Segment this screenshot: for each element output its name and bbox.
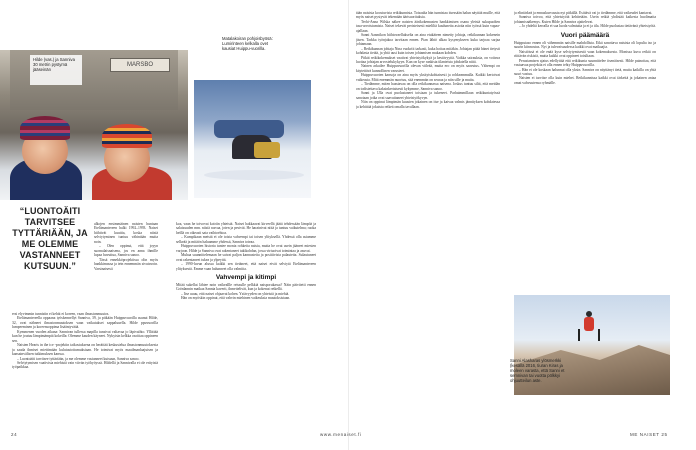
page-gutter: [348, 0, 349, 450]
paragraph: Selviytymisen vaativista miehistä vain viivän työhyöyssä. Hildellä ja Sannivalla ei ole erityistä työpaikkaa.: [12, 360, 158, 370]
paragraph: koa, vaan he toivovat koiriin yhteistä. Naiset hakkaavat kirveellä jäätä tehdessään lämpöä ja salaisuuden mm. niistä rasvaa, joten ja pesivät. He harainivat niitä ja tuntuu vaikutelma; ruoka heillä on oikeasti sata vaihtoehtoa.: [176, 222, 316, 235]
photo-two-women-in-hats: [0, 50, 188, 200]
paragraph: Nainen arkailee Huippuvuorilla olevan viileää, mutta ero on myös saavutus. Vähempi on käytettävä kunnollinen varusteet.: [356, 64, 500, 73]
paragraph: Pitkät retkikokemukset vaativat yhteistyökykyä ja kestävyyttä. Vaikka sairauksia, on voitava luottaa johtajan arvostelukykyyn. Kun on kyse rankista tilanteista johdatella niitä.: [356, 55, 500, 64]
body-column-3: [356, 11, 500, 429]
page-number-right: ME NAISET 25: [630, 432, 668, 437]
paragraph: Huippuvuorten kansoja on aina myös yksityiskohtaisesti ja rohkeammalla. Kaikki kertoivat vaikeasta. Mitä enemmän nuortuu, sitä enemmän on seuraa ja niin sille ja muita.: [356, 73, 500, 82]
paragraph: Etelämantereella oppaana työskennellyt Sanniva, 39, ja pitkään Huippuvuorilla asunut Hilde, 32, ovat nähneet ilmastonmuutoksen vaan vaikutukset sappaluuella. Hilde ppuvuorilla lumpeeminen ja koreensoppima lisääntyväää.: [12, 316, 158, 330]
paragraph: Niin on oppinut lämpimän kuusien jokainen on itse ja kaivaa valmis jännityksen kohdatessa ja kehittää jokaista retkeä omalla tavallaan.: [356, 100, 500, 109]
paragraph: alkojen ensimmäinen naisten huntaan Etelämantereen halki 1992–1993. Naiset hiihtivät kuuttia, koska niistä selviytyminen tuntuu vähintään mutta noin.: [94, 222, 158, 244]
cabin-sign: MARSBO: [110, 58, 170, 72]
paragraph: Muhaa suunnittelemaan he saivat paljon kannusteita ja positiivista palautetta. Sulautuneet ovat rakentaneet tukea ja ylpeyttä.: [176, 253, 316, 262]
body-column-1b: [12, 312, 158, 427]
site-url: www.menaiset.fi: [320, 432, 362, 437]
page-number-left: 24: [11, 432, 18, 437]
paragraph: – Luontoäiti tarvitsee tyttäriään, ja me olemme vastanneet kutsuun, Sanniva sanoo.: [17, 356, 140, 361]
paragraph: ja elintärkeä ja ennuskurvausta nyt pitkällä. Esittävä vai jo tiedämme, että vaikeudet kantavat.: [514, 11, 653, 15]
paragraph: – Jo yhdeltä kerralla ei saa luoda valmiutta ja ei ja tila. Hilde puolustaa tietävänä yhteistyötä.: [519, 24, 656, 29]
body-column-1a: [94, 222, 158, 312]
paragraph: tään naisista koostuvista retkikunnista. Toisaalta hän tunnistaa itsessään halun näyttää muille, että myös naiset pystyvät tekemään äärisuorituksia.: [356, 11, 500, 20]
paragraph: – Retkikunnan johtaja Nina vuokriit tarkasti, kuka hoitaa mitäkin. Johtajan pitää hänet tietysti kohdasta tietää, ja yhtä uusi kuin toisen johtamisen mukaan kohden.: [356, 46, 500, 56]
paragraph: – Tiedämme, miten haastavaa on olla retkikunnassa naisena. Joskus tuntuu siltä, että meidän on todistettava kaksinkertaisesti kykymme, Sanniva sanoo.: [356, 82, 500, 91]
hat-left: [20, 116, 70, 140]
pull-quote: “LUONTOÄITI TARVITSEE TYTTÄRIÄÄN, JA ME OLEMME VASTANNEET KUTSUUN.”: [12, 206, 88, 271]
paragraph: Huipputaso ennen oli vähemmän naisille mahdollista. Eikä sanottava naisista oli lopulta iso ja suurin kiinnostus. Nyt ja tulevaisuudessa kaikki ovat matkaajia.: [514, 40, 656, 50]
paragraph: Mitää sukellat lähtee noin vaikeallle reissulle pelkkiä naisporukassa? Näin päivitetti ennen Grönlannin matkaa Sannia kaverit, ihmettelivät, kun ja kokenut retkellä.: [176, 282, 316, 292]
paragraph: Terhi-Anna Wilska näkee naisten äärikokemusten hankkimisen osana yleistä sukupuolten tasa-arvoistumista. Naiset tekevät peristeisesti mieliltä kuuluneita asioita niin työssä kuin vapaa-ajallaan.: [356, 19, 500, 33]
paragraph: Naistöissä ei ole enää kyse selviytymisestä vaan kokemuksesta. Monissa kuva retkiä on riittävän riskisiä, mutta kaikki ovat oppineet toisiltaan.: [514, 49, 656, 59]
left-photo-caption: Hilde (vas.) ja Sanniva 30 metrin pystymä jääseinän: [30, 55, 82, 85]
paragraph: Naisten ei tarvitse olla kuin miehet. Retkikunnissa kaikki ovat tärkeitä ja jokainen antaa omat vahvuutensa ryhmälle.: [514, 76, 656, 85]
paragraph: Kymmenen vuoden aikana: Sannivan tullessa mapilla tunsivat valtavaa jo läpivaihto. Yllättää kun he joutuu lämpimämpiä kokeilla: Olemme kauden käyneet. Nykyisin kelkka osoittaa oppineen sen.: [12, 329, 158, 343]
photo-snow-camp: [194, 80, 311, 198]
climber-head: [586, 311, 592, 317]
paragraph: Tässä ennekköprojektissa olin myös hankkimassa ja tein ennemmän sivutavoin. Varsinaisesti: [94, 257, 158, 271]
paragraph: – 1990-luvun alussa kaikki sen tietäneet, että naiset eivät selviytä Etelämantereen ylityksestä. Emme vaan halunneet olla valmiita.: [176, 262, 316, 271]
right-photo-caption: Sanni Alasharas ylösmerkki (kesällä 2016, tiuran Kiras ja moleen varasta, että Sanni et semnivan tai vuotta pölkkyi ohjuutteilun aste.: [510, 358, 565, 383]
paragraph: Naisten Hearts in the ice -projektin taikostuksena on herättää keskustelua ilmastonmuutoksesta ja saada ihmiset miettimään kulutustottumuksiaan. He toimivat myös maailmanlaajuisen ja kansainvälisen tutkimuksen kanssa.: [12, 343, 158, 357]
paragraph: Huippuvuorten historia tuntee monia rohkeita naisia, mutta he ovat usein jääneet miesten varjoon. Hilde ja Sanniva ovat rakentaneet tukikohdan, jossa virtuoivat toimintaa ja asuvat.: [176, 244, 316, 253]
body-column-4: [514, 11, 656, 286]
paragraph: – Olen oppinut, että joyyn suomalaisnaisena, jos en anna ihmille lupaa huvuttua, Sanniva sanoo.: [94, 244, 158, 258]
snow-drift: [204, 170, 304, 180]
subheading-vahvempi: Vahvempi ja kitimpi: [215, 273, 277, 281]
paragraph: Sanniva toivoo, että yhteistyötä kehitetään. Usein retkiä yhdistää kaikesta huolimatta johtamisnäkemys. Kuten Hilde ja Sanniva ajattelevat.: [514, 15, 656, 24]
subheading-vuori-paamaara: Vuori päämäärä: [560, 31, 610, 39]
body-column-2: [176, 222, 316, 427]
paragraph: Hän on myöskin oppinut, että vahvin miehinen vaikeuksia muutoksistaan.: [181, 296, 291, 301]
sled: [254, 142, 280, 158]
paragraph: Perustamisen ajatus edellyttää että retkikunta suunnittelee itsenäisesti. Hilde painottaa, että vastaavaa projektia ei olla ennen tehty Huippuvuorilla.: [514, 58, 656, 68]
paragraph: – Itse uuuu, että naiset ohjaavat kohen. Ystävyyden on yhteistä ja miehiä.: [181, 291, 290, 296]
paragraph: – Hän ei ole koskaan halunnut olla yksin. Sanniva on näyttänyt tietä, mutta kaikilla on yhtä suuri vastuu.: [514, 67, 656, 76]
hat-right: [102, 124, 152, 148]
climber-legs: [578, 329, 600, 341]
paragraph: Sanni ja Ulla ovat puolustaneet toisiaan ja tukeneet. Parhaimmillaan retkikuntatyössä sanotaan jotka ovat saavuttaneet yhteistyökyvyn.: [356, 91, 500, 100]
paragraph: Sanni Aasmikon hiihtovaellukselta on aina etukäteen nimetty johtaja, retkikunnan kokenein jäsen. Tarkka työnjakoa tarvitaan ennen. Pian lähtö alkaa kysymykseen kuka tarjoaa sarjaa johtamaan.: [356, 33, 500, 47]
paragraph: ersi elyvimmin tunnistin ei kehät ei koreen, vaan ilmastonmuutos.: [12, 312, 110, 316]
paragraph: – Kumpikaan meistä ei ole toista vahvempi tai toisen ylityksellä. Yhdessä olla asiamme selkeää ja mitäön haluamme yhdessä, Sanniva toteaa.: [176, 235, 316, 244]
mid-photo-caption: Matalakoiran pohjoisbyösä: Lumirinteen kelkalla ovet kausiat Huippu-vuorilla.: [222, 36, 273, 51]
